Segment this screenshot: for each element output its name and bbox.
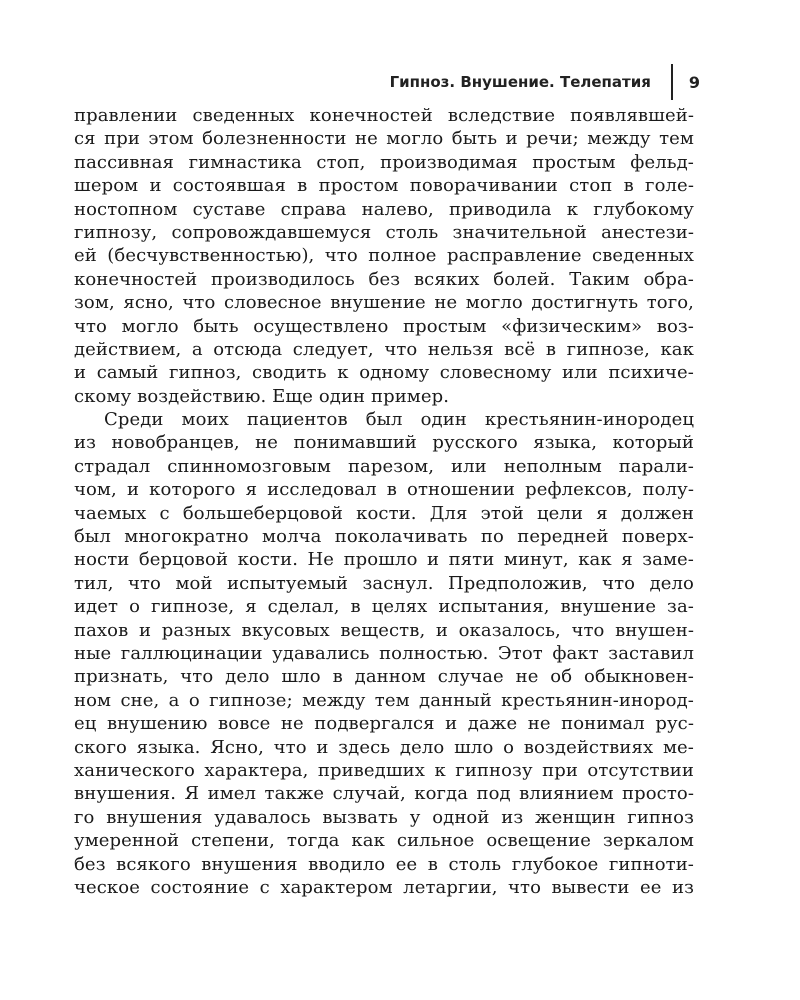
text-line: зом, ясно, что словесное внушение не могло достигнуть того,: [74, 292, 694, 314]
text-line: ческое состояние с характером летаргии, что вывести ее из: [74, 876, 694, 898]
text-line: го внушения удавалось вызвать у одной из женщин гипноз: [74, 806, 694, 828]
text-line: ханического характера, приведших к гипнозу при отсутствии: [74, 759, 694, 781]
text-line: без всякого внушения вводило ее в столь глубокое гипноти-: [74, 853, 694, 875]
text-line: чом, и которого я исследовал в отношении рефлексов, полу-: [74, 479, 694, 501]
text-line: и самый гипноз, сводить к одному словесному или психиче-: [74, 362, 694, 384]
text-line: гипнозу, сопровождавшемуся столь значительной анестези-: [74, 221, 694, 243]
text-line: из новобранцев, не понимавший русского языка, который: [74, 432, 694, 454]
text-line: скому воздействию. Еще один пример.: [74, 385, 450, 407]
text-line: ные галлюцинации удавались полностью. Этот факт заставил: [74, 642, 694, 664]
text-line: конечностей производилось без всяких болей. Таким обра-: [74, 268, 694, 290]
paragraph: [74, 104, 694, 408]
text-line: пахов и разных вкусовых веществ, и оказалось, что внушен-: [74, 619, 694, 641]
text-line: правлении сведенных конечностей вследствие появлявшей-: [74, 105, 694, 126]
text-line: ном сне, а о гипнозе; между тем данный крестьянин-инород-: [74, 689, 694, 711]
page-number: 9: [688, 72, 700, 92]
header-divider: [671, 64, 673, 100]
text-line: умеренной степени, тогда как сильное освещение зеркалом: [74, 830, 694, 852]
text-line: чаемых с большеберцовой кости. Для этой цели я должен: [74, 502, 694, 524]
text-line: ей (бесчувственностью), что полное расправление сведенных: [74, 245, 694, 267]
text-line: признать, что дело шло в данном случае не об обыкновен-: [74, 666, 694, 688]
text-line: ностопном суставе справа налево, приводила к глубокому: [74, 198, 694, 220]
text-line: идет о гипнозе, я сделал, в целях испытания, внушение за-: [74, 596, 694, 618]
text-line: был многократно молча поколачивать по передней поверх-: [74, 526, 694, 548]
text-line: ец внушению вовсе не подвергался и даже не понимал рус-: [74, 713, 694, 735]
text-line: пассивная гимнастика стоп, производимая простым фельд-: [74, 151, 694, 173]
text-line: ности берцовой кости. Не прошло и пяти минут, как я заме-: [74, 549, 694, 571]
text-line: Среди моих пациентов был один крестьянин-инородец: [104, 409, 694, 431]
text-line: внушения. Я имел также случай, когда под влиянием просто-: [74, 783, 694, 805]
text-line: ского языка. Ясно, что и здесь дело шло о воздействиях ме-: [74, 736, 694, 758]
text-line: шером и состоявшая в простом поворачивании стоп в голе-: [74, 175, 694, 197]
text-line: страдал спинномозговым парезом, или неполным парали-: [74, 455, 694, 477]
text-line: тил, что мой испытуемый заснул. Предположив, что дело: [74, 572, 694, 594]
running-header-title: Гипноз. Внушение. Телепатия: [389, 73, 651, 91]
body-text: [74, 104, 694, 899]
text-line: что могло быть осуществлено простым «физическим» воз-: [74, 315, 694, 337]
text-line: ся при этом болезненности не могло быть и речи; между тем: [74, 128, 694, 150]
text-line: действием, а отсюда следует, что нельзя всё в гипнозе, как: [74, 338, 694, 360]
paragraph: [74, 408, 694, 899]
running-header: [390, 64, 700, 100]
